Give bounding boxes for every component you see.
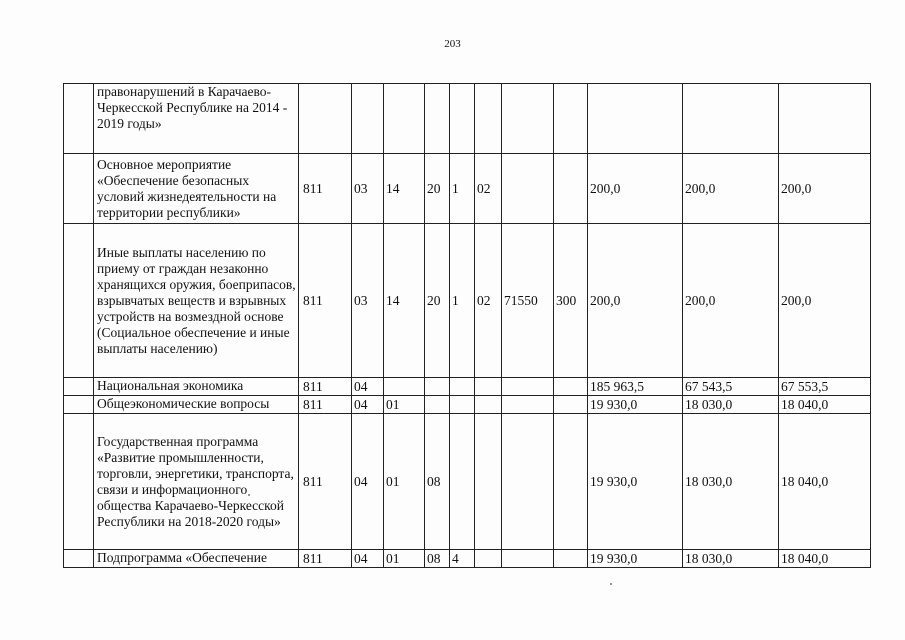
subsection-code-cell bbox=[384, 378, 425, 396]
amount-year-2-cell: 67 543,5 bbox=[683, 378, 779, 396]
amount-year-3-cell: 18 040,0 bbox=[779, 396, 871, 414]
table-row bbox=[64, 414, 871, 550]
ministry-code-cell: 811 bbox=[299, 378, 352, 396]
subprogram-code-cell: 1 bbox=[450, 224, 475, 378]
direction-code-cell: 71550 bbox=[502, 224, 554, 378]
event-code-cell bbox=[475, 550, 502, 568]
event-code-cell bbox=[475, 84, 502, 154]
ministry-code-cell: 811 bbox=[299, 154, 352, 224]
program-code-cell: 20 bbox=[425, 154, 450, 224]
table-row bbox=[64, 378, 871, 396]
event-code-cell: 02 bbox=[475, 154, 502, 224]
event-code-cell bbox=[475, 396, 502, 414]
expense-type-cell bbox=[554, 414, 588, 550]
direction-code-cell bbox=[502, 378, 554, 396]
amount-year-3-cell: 18 040,0 bbox=[779, 414, 871, 550]
amount-year-2-cell: 200,0 bbox=[683, 154, 779, 224]
program-code-cell bbox=[425, 378, 450, 396]
table-row bbox=[64, 396, 871, 414]
direction-code-cell bbox=[502, 396, 554, 414]
table-row bbox=[64, 550, 871, 568]
amount-year-3-cell: 67 553,5 bbox=[779, 378, 871, 396]
subprogram-code-cell bbox=[450, 378, 475, 396]
section-code-cell: 04 bbox=[352, 414, 384, 550]
ministry-code-cell: 811 bbox=[299, 550, 352, 568]
subprogram-code-cell: 4 bbox=[450, 550, 475, 568]
direction-code-cell bbox=[502, 154, 554, 224]
amount-year-1-cell: 185 963,5 bbox=[588, 378, 683, 396]
expense-type-cell bbox=[554, 550, 588, 568]
item-name-cell: Общеэкономические вопросы bbox=[94, 396, 299, 414]
amount-year-2-cell: 18 030,0 bbox=[683, 396, 779, 414]
amount-year-1-cell: 200,0 bbox=[588, 154, 683, 224]
program-code-cell: 08 bbox=[425, 414, 450, 550]
table-row bbox=[64, 224, 871, 378]
amount-year-1-cell bbox=[588, 84, 683, 154]
amount-year-1-cell: 19 930,0 bbox=[588, 550, 683, 568]
direction-code-cell bbox=[502, 414, 554, 550]
section-code-cell: 04 bbox=[352, 396, 384, 414]
ministry-code-cell: 811 bbox=[299, 396, 352, 414]
amount-year-3-cell: 200,0 bbox=[779, 224, 871, 378]
item-name-cell: Иные выплаты населению по приему от граждан незаконно хранящихся оружия, боеприпасов, взрывчатых веществ и взрывных устройств на возмездной основе (Социальное обеспечение и иные выплаты населению) bbox=[94, 224, 299, 378]
direction-code-cell bbox=[502, 84, 554, 154]
page-number: 203 bbox=[444, 38, 461, 50]
ministry-code-cell: 811 bbox=[299, 414, 352, 550]
program-code-cell: 08 bbox=[425, 550, 450, 568]
expense-type-cell bbox=[554, 84, 588, 154]
subsection-code-cell: 01 bbox=[384, 396, 425, 414]
row-number-cell bbox=[64, 378, 94, 396]
amount-year-2-cell: 18 030,0 bbox=[683, 414, 779, 550]
item-name-cell: Подпрограмма «Обеспечение bbox=[94, 550, 299, 568]
expense-type-cell bbox=[554, 396, 588, 414]
ministry-code-cell bbox=[299, 84, 352, 154]
subsection-code-cell: 14 bbox=[384, 154, 425, 224]
ministry-code-cell: 811 bbox=[299, 224, 352, 378]
row-number-cell bbox=[64, 414, 94, 550]
scan-speck bbox=[610, 583, 612, 585]
amount-year-2-cell: 18 030,0 bbox=[683, 550, 779, 568]
subprogram-code-cell: 1 bbox=[450, 154, 475, 224]
event-code-cell bbox=[475, 378, 502, 396]
amount-year-1-cell: 200,0 bbox=[588, 224, 683, 378]
program-code-cell bbox=[425, 396, 450, 414]
subsection-code-cell: 01 bbox=[384, 550, 425, 568]
item-name-cell: Государственная программа «Развитие промышленности, торговли, энергетики, транспорта, связи и информационного общества Карачаево-Черкесской Республики на 2018-2020 годы» bbox=[94, 414, 299, 550]
row-number-cell bbox=[64, 154, 94, 224]
expense-type-cell bbox=[554, 154, 588, 224]
table-row bbox=[64, 84, 871, 154]
expense-type-cell: 300 bbox=[554, 224, 588, 378]
row-number-cell bbox=[64, 396, 94, 414]
budget-table bbox=[63, 83, 871, 568]
amount-year-1-cell: 19 930,0 bbox=[588, 414, 683, 550]
subprogram-code-cell bbox=[450, 396, 475, 414]
program-code-cell bbox=[425, 84, 450, 154]
amount-year-2-cell bbox=[683, 84, 779, 154]
direction-code-cell bbox=[502, 550, 554, 568]
event-code-cell: 02 bbox=[475, 224, 502, 378]
section-code-cell: 03 bbox=[352, 154, 384, 224]
amount-year-2-cell: 200,0 bbox=[683, 224, 779, 378]
event-code-cell bbox=[475, 414, 502, 550]
table-row bbox=[64, 154, 871, 224]
amount-year-3-cell: 200,0 bbox=[779, 154, 871, 224]
item-name-cell: Национальная экономика bbox=[94, 378, 299, 396]
subsection-code-cell: 01 bbox=[384, 414, 425, 550]
amount-year-1-cell: 19 930,0 bbox=[588, 396, 683, 414]
amount-year-3-cell: 18 040,0 bbox=[779, 550, 871, 568]
expense-type-cell bbox=[554, 378, 588, 396]
section-code-cell bbox=[352, 84, 384, 154]
section-code-cell: 03 bbox=[352, 224, 384, 378]
subsection-code-cell: 14 bbox=[384, 224, 425, 378]
item-name-cell: правонарушений в Карачаево-Черкесской Республике на 2014 - 2019 годы» bbox=[94, 84, 299, 154]
subprogram-code-cell bbox=[450, 414, 475, 550]
amount-year-3-cell bbox=[779, 84, 871, 154]
row-number-cell bbox=[64, 550, 94, 568]
row-number-cell bbox=[64, 224, 94, 378]
item-name-cell: Основное мероприятие «Обеспечение безопасных условий жизнедеятельности на территории республики» bbox=[94, 154, 299, 224]
program-code-cell: 20 bbox=[425, 224, 450, 378]
scan-speck bbox=[248, 494, 250, 496]
subprogram-code-cell bbox=[450, 84, 475, 154]
subsection-code-cell bbox=[384, 84, 425, 154]
section-code-cell: 04 bbox=[352, 550, 384, 568]
section-code-cell: 04 bbox=[352, 378, 384, 396]
row-number-cell bbox=[64, 84, 94, 154]
